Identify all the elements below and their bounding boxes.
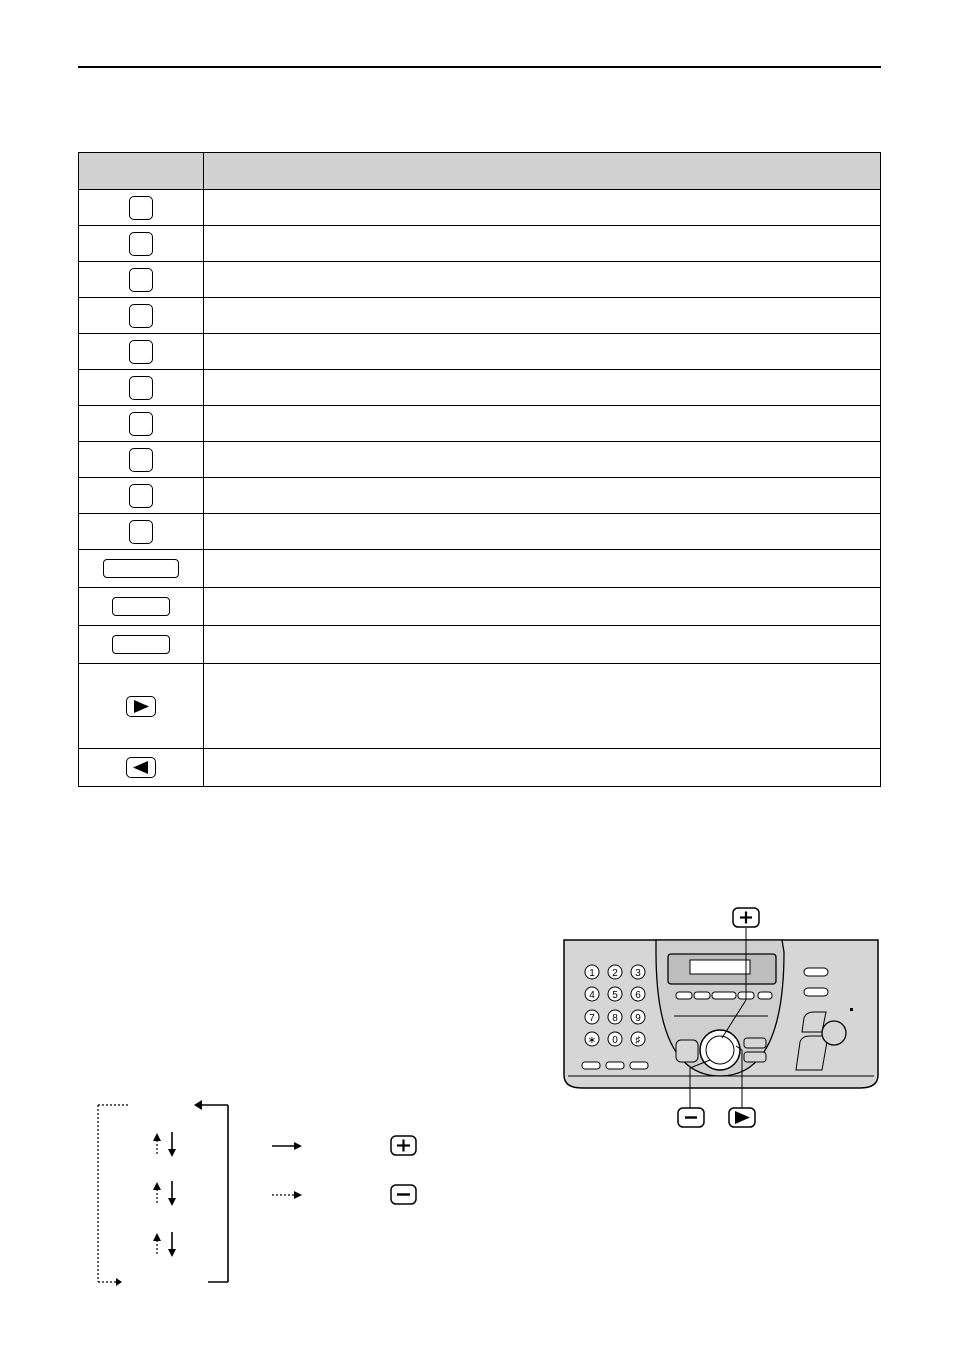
row-description <box>204 334 881 370</box>
medium-key-icon <box>112 635 170 654</box>
blank-key-icon <box>129 412 153 436</box>
svg-text:6: 6 <box>635 990 641 1001</box>
fax-panel-illustration <box>560 900 882 1140</box>
row-description <box>204 626 881 664</box>
left-arrow-key-icon <box>126 757 156 778</box>
blank-key-icon <box>129 196 153 220</box>
fax-panel-drawing <box>560 900 882 1135</box>
row-description <box>204 370 881 406</box>
wide-key-icon <box>103 559 179 578</box>
blank-key-icon <box>129 340 153 364</box>
table-row <box>79 298 881 334</box>
key-column-header <box>79 153 204 190</box>
table-row <box>79 442 881 478</box>
svg-text:1: 1 <box>589 968 595 979</box>
svg-text:8: 8 <box>612 1013 618 1024</box>
row-description <box>204 226 881 262</box>
legend-drawing <box>270 1132 430 1212</box>
row-description <box>204 442 881 478</box>
minus-key-icon <box>391 1185 416 1204</box>
key-function-table <box>78 152 881 787</box>
svg-text:3: 3 <box>635 968 641 979</box>
table-row <box>79 262 881 298</box>
table-row <box>79 550 881 588</box>
svg-text:5: 5 <box>612 990 618 1001</box>
row-description <box>204 190 881 226</box>
row-description <box>204 514 881 550</box>
svg-text:2: 2 <box>612 968 618 979</box>
top-rule <box>78 66 881 68</box>
up-down-arrows-icon <box>153 1132 176 1157</box>
row-description <box>204 262 881 298</box>
up-down-arrows-icon <box>153 1232 176 1257</box>
table-row <box>79 588 881 626</box>
svg-text:♯: ♯ <box>635 1035 641 1046</box>
table-row <box>79 478 881 514</box>
table-row <box>79 334 881 370</box>
table-row <box>79 370 881 406</box>
table-row <box>79 664 881 749</box>
plus-key-icon <box>391 1136 416 1155</box>
row-description <box>204 588 881 626</box>
row-description <box>204 298 881 334</box>
svg-text:9: 9 <box>635 1013 641 1024</box>
medium-key-icon <box>112 597 170 616</box>
svg-text:∗: ∗ <box>587 1035 597 1046</box>
blank-key-icon <box>129 376 153 400</box>
solid-arrow-icon <box>272 1142 302 1150</box>
table-row <box>79 626 881 664</box>
blank-key-icon <box>129 304 153 328</box>
up-down-arrows-icon <box>153 1181 176 1206</box>
table-row <box>79 226 881 262</box>
table-row <box>79 190 881 226</box>
cycle-drawing <box>90 1092 240 1292</box>
blank-key-icon <box>129 520 153 544</box>
row-description <box>204 749 881 787</box>
svg-text:4: 4 <box>589 990 595 1001</box>
row-description <box>204 478 881 514</box>
table-row <box>79 749 881 787</box>
table-row <box>79 406 881 442</box>
svg-text:7: 7 <box>589 1013 595 1024</box>
row-description <box>204 406 881 442</box>
description-column-header <box>204 153 881 190</box>
dashed-arrow-icon <box>272 1191 302 1199</box>
navigation-cycle-diagram <box>90 1092 240 1297</box>
row-description <box>204 664 881 749</box>
blank-key-icon <box>129 484 153 508</box>
blank-key-icon <box>129 232 153 256</box>
svg-text:0: 0 <box>612 1035 618 1046</box>
arrow-legend <box>270 1132 430 1217</box>
right-arrow-key-icon <box>126 696 156 717</box>
blank-key-icon <box>129 268 153 292</box>
table-row <box>79 514 881 550</box>
table-header-row <box>79 153 881 190</box>
blank-key-icon <box>129 448 153 472</box>
row-description <box>204 550 881 588</box>
